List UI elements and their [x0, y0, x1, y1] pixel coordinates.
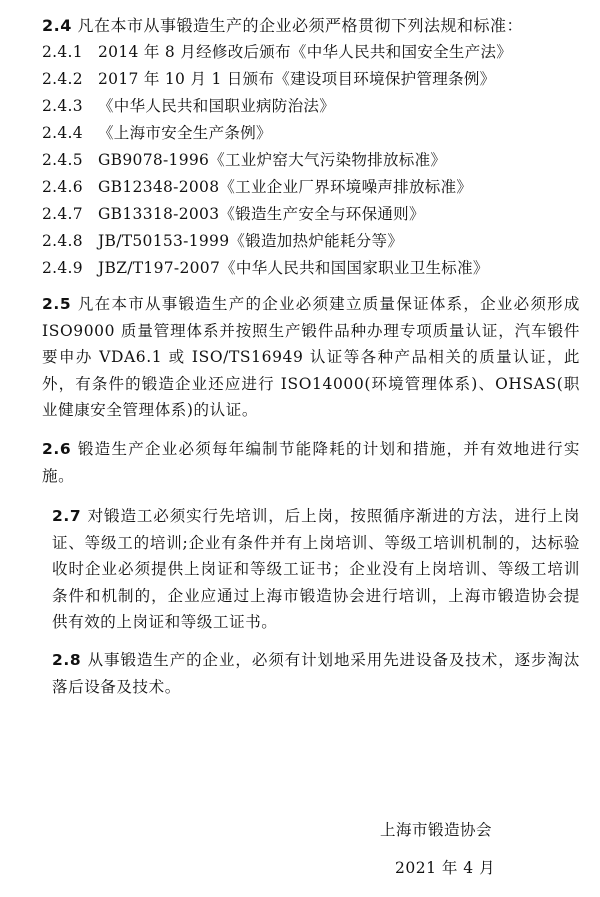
section-number: 2.5: [42, 295, 72, 313]
section-text: 锻造生产企业必须每年编制节能降耗的计划和措施，并有效地进行实施。: [42, 440, 580, 485]
section-2-6-paragraph: [42, 436, 580, 489]
item-text: 2014 年 8 月经修改后颁布《中华人民共和国安全生产法》: [98, 43, 513, 61]
item-number: 2.4.9: [42, 259, 83, 277]
section-2-5-paragraph: [42, 291, 580, 424]
item-number: 2.4.7: [42, 205, 83, 223]
list-item: [42, 93, 582, 120]
section-number: 2.4: [42, 16, 72, 35]
list-item: [42, 228, 582, 255]
section-text: 凡在本市从事锻造生产的企业必须严格贯彻下列法规和标准：: [77, 16, 523, 35]
signature-organization: 上海市锻造协会: [380, 821, 493, 839]
list-item: [42, 147, 582, 174]
section-text: 对锻造工必须实行先培训，后上岗，按照循序渐进的方法，进行上岗证、等级工的培训;企业有条件并有上岗培训、等级工培训机制的，达标验收时企业必须提供上岗证和等级工证书；企业没有上岗培训、等级工培训条件和机制的，企业应通过上海市锻造协会进行培训，上海市锻造协会提供有效的上岗证和等级工证书。: [52, 507, 580, 632]
item-text: GB9078-1996《工业炉窑大气污染物排放标准》: [98, 151, 447, 169]
section-number: 2.8: [52, 651, 82, 669]
item-text: JBZ/T197-2007《中华人民共和国国家职业卫生标准》: [98, 259, 489, 277]
item-number: 2.4.2: [42, 70, 83, 88]
item-number: 2.4.8: [42, 232, 83, 250]
list-item: [42, 255, 582, 282]
section-number: 2.7: [52, 507, 82, 525]
item-text: GB13318-2003《锻造生产安全与环保通则》: [98, 205, 425, 223]
item-number: 2.4.1: [42, 43, 83, 61]
item-number: 2.4.5: [42, 151, 83, 169]
list-item: [42, 120, 582, 147]
regulations-list: [42, 39, 582, 282]
item-number: 2.4.3: [42, 97, 83, 115]
item-number: 2.4.4: [42, 124, 83, 142]
item-number: 2.4.6: [42, 178, 83, 196]
section-text: 从事锻造生产的企业，必须有计划地采用先进设备及技术，逐步淘汰落后设备及技术。: [52, 651, 580, 696]
list-item: [42, 201, 582, 228]
list-item: [42, 66, 582, 93]
signature-date: 2021 年 4 月: [395, 859, 496, 877]
item-text: 《中华人民共和国职业病防治法》: [98, 97, 336, 115]
section-2-4-heading: [42, 14, 588, 38]
item-text: JB/T50153-1999《锻造加热炉能耗分等》: [98, 232, 404, 250]
list-item: [42, 39, 582, 66]
list-item: [42, 174, 582, 201]
section-2-7-paragraph: [52, 503, 580, 636]
item-text: 2017 年 10 月 1 日颁布《建设项目环境保护管理条例》: [98, 70, 496, 88]
section-text: 凡在本市从事锻造生产的企业必须建立质量保证体系，企业必须形成 ISO9000 质量管理体系并按照生产锻件品种办理专项质量认证，汽车锻件要申办 VDA6.1 或 ISO/TS16949 认证等各种产品相关的质量认证，此外，有条件的锻造企业还应进行 ISO14000(环境管理体系)、OHSAS(职业健康安全管理体系)的认证。: [42, 295, 580, 420]
item-text: GB12348-2008《工业企业厂界环境噪声排放标准》: [98, 178, 473, 196]
section-number: 2.6: [42, 440, 72, 458]
section-2-8-paragraph: [52, 647, 580, 700]
item-text: 《上海市安全生产条例》: [98, 124, 272, 142]
